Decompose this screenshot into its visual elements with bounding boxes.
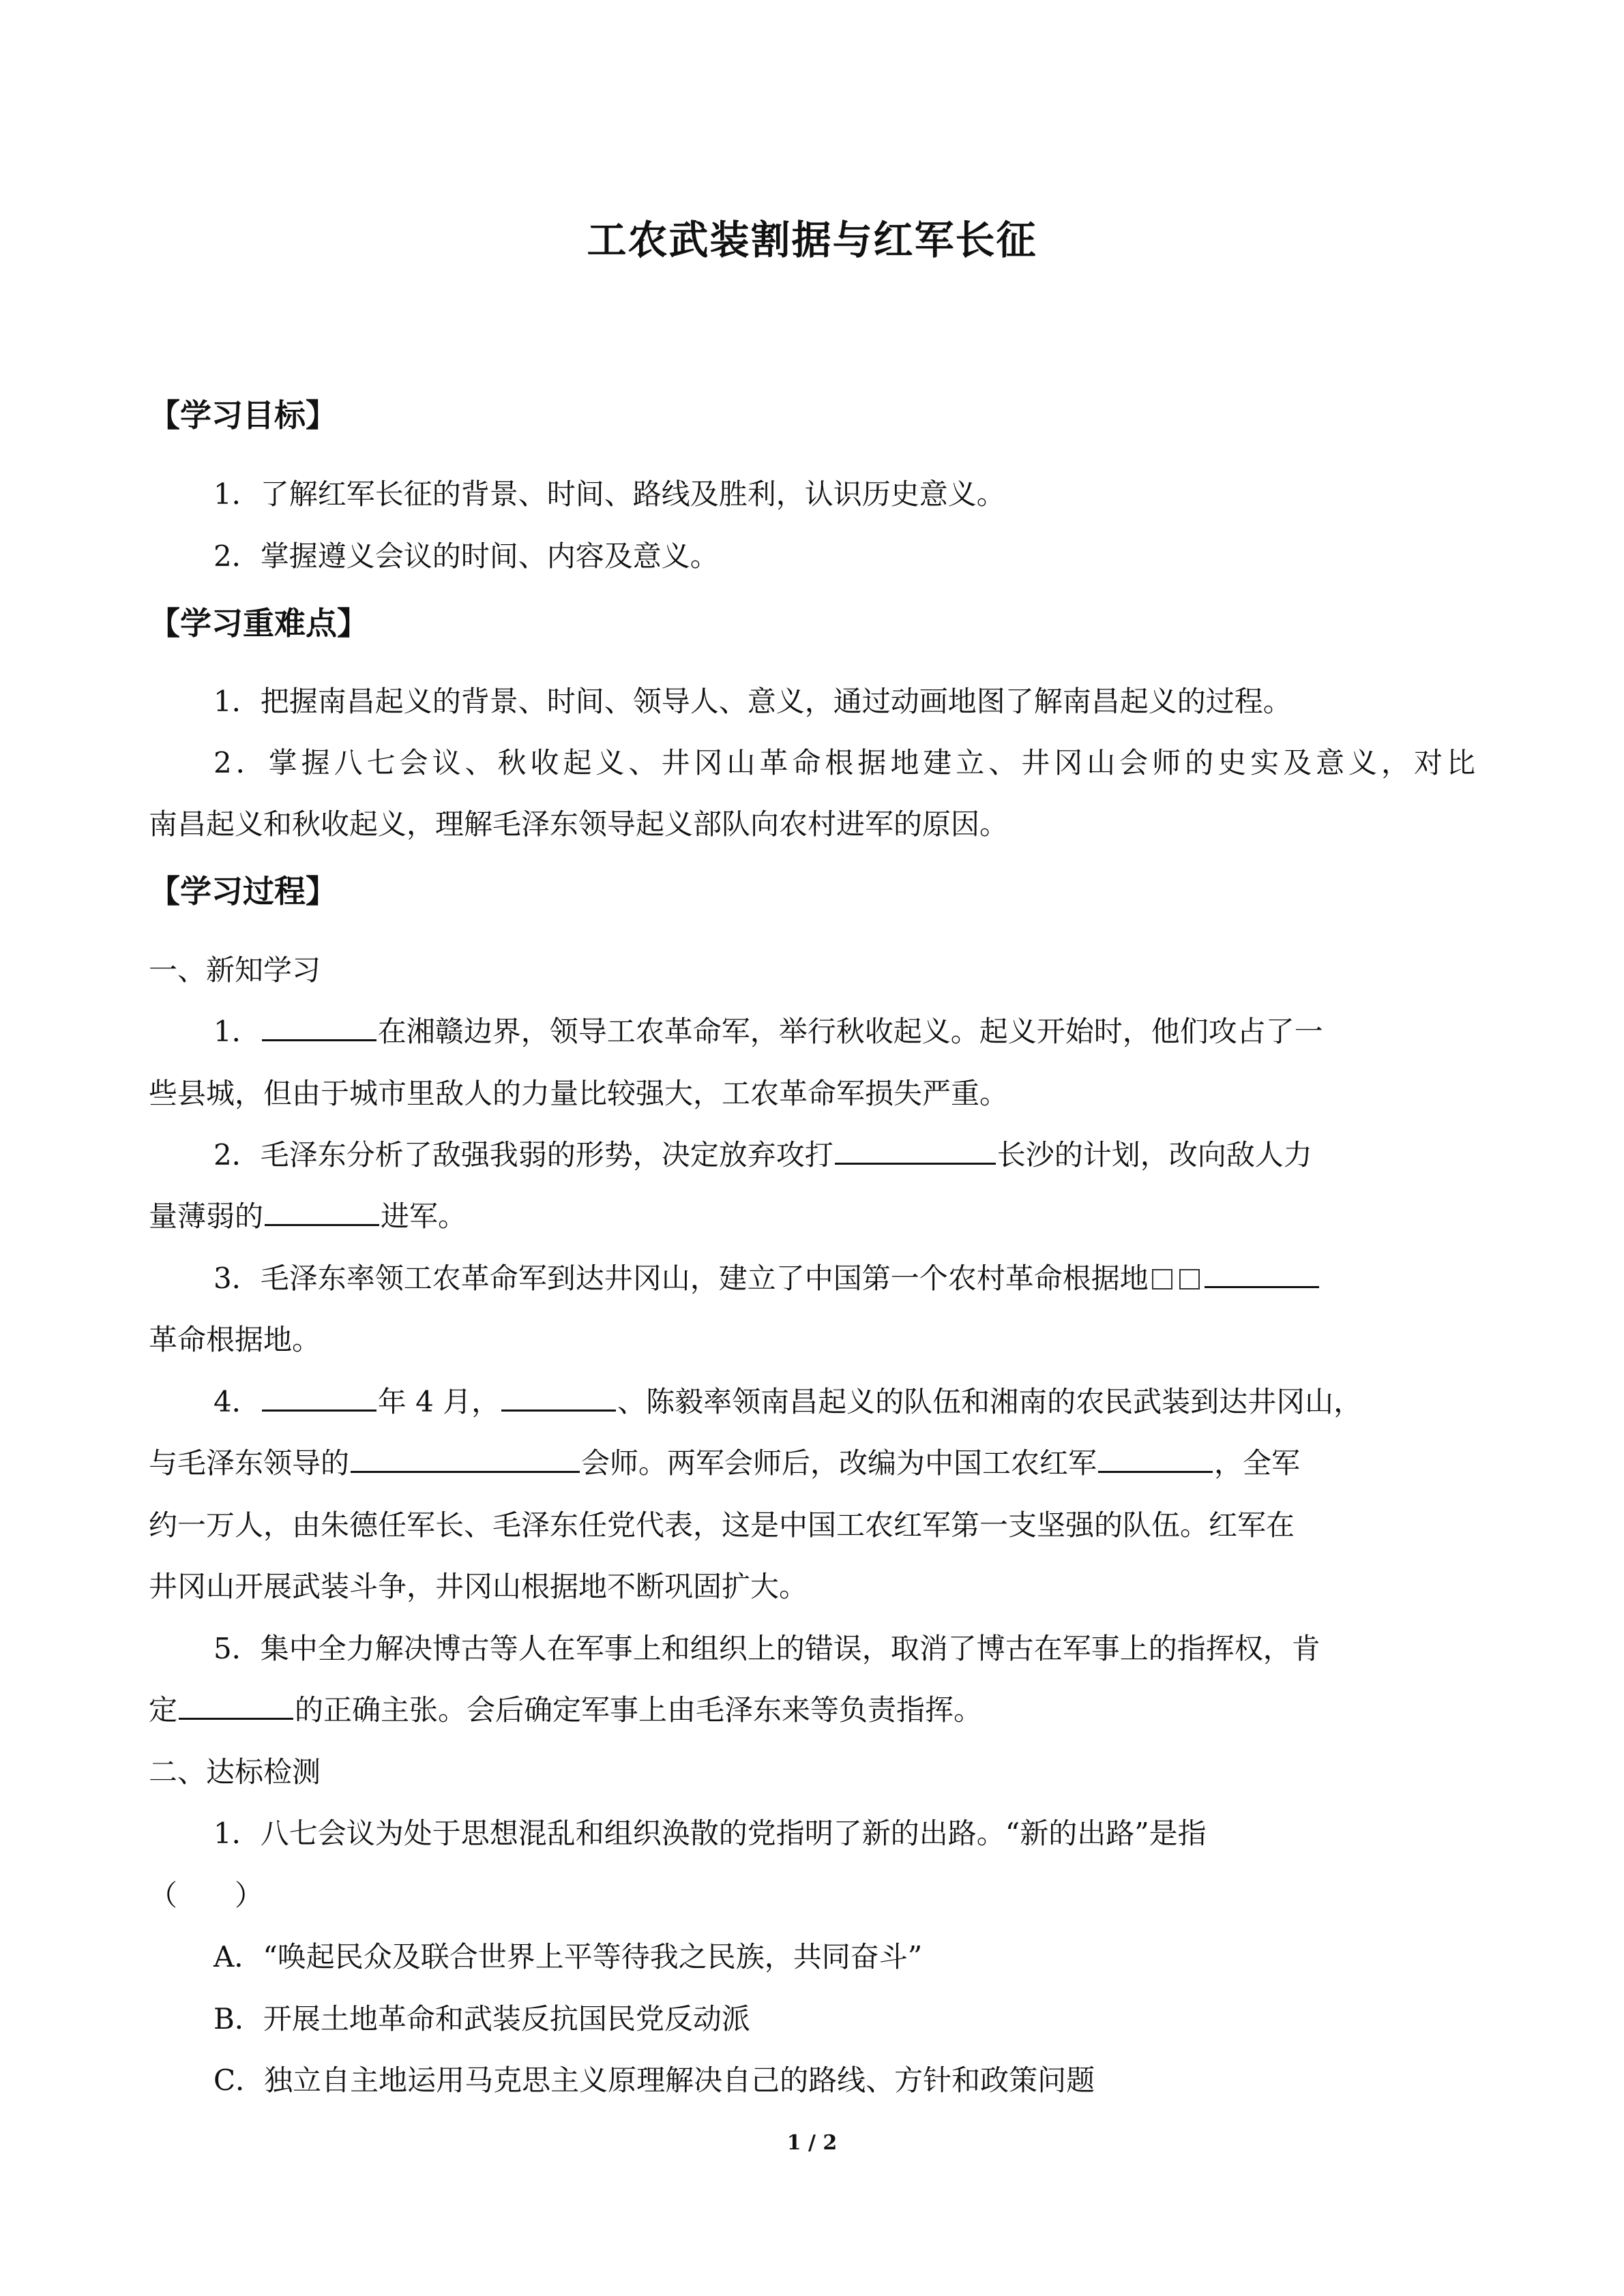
question-3-cont: 革命根据地。 (149, 1323, 321, 1356)
answer-blank[interactable] (835, 1135, 996, 1165)
objective-item: 1．了解红军长征的背景、时间、路线及胜利，认识历史意义。 (213, 477, 1005, 511)
part2-heading: 二、达标检测 (149, 1755, 321, 1789)
heading-objectives: 【学习目标】 (149, 397, 337, 434)
heading-process: 【学习过程】 (149, 873, 337, 910)
question-text: 、陈毅率领南昌起义的队伍和湘南的农民武装到达井冈山， (617, 1385, 1363, 1418)
question-text: ，全军 (1214, 1446, 1301, 1480)
page-number: 1 / 2 (786, 2131, 838, 2155)
question-4-cont: 井冈山开展武装斗争，井冈山根据地不断巩固扩大。 (149, 1570, 808, 1603)
placeholder-square (1152, 1269, 1172, 1289)
placeholder-square (1179, 1269, 1200, 1289)
key-point-item: 2．掌握八七会议、秋收起义、井冈山革命根据地建立、井冈山会师的史实及意义，对比 (213, 746, 1475, 779)
test-question-1: 1．八七会议为处于思想混乱和组织涣散的党指明了新的出路。“新的出路”是指 (213, 1817, 1207, 1850)
option-c[interactable]: C．独立自主地运用马克思主义原理解决自己的路线、方针和政策问题 (213, 2063, 1095, 2097)
answer-blank[interactable] (179, 1690, 293, 1720)
question-text: 定 (149, 1693, 178, 1727)
option-b[interactable]: B．开展土地革命和武装反抗国民党反动派 (213, 2002, 750, 2036)
question-text: 长沙的计划，改向敌人力 (996, 1138, 1312, 1172)
answer-blank[interactable] (262, 1012, 377, 1041)
question-5: 5．集中全力解决博古等人在军事上和组织上的错误，取消了博古在军事上的指挥权，肯 (213, 1632, 1320, 1665)
question-text: 年 4 月， (377, 1385, 501, 1418)
heading-key-points: 【学习重难点】 (149, 605, 368, 642)
question-1 (213, 1012, 1475, 1052)
question-text: 会师。两军会师后，改编为中国工农红军 (581, 1446, 1097, 1480)
question-number: 1． (213, 1015, 261, 1048)
key-point-item: 1．把握南昌起义的背景、时间、领导人、意义，通过动画地图了解南昌起义的过程。 (213, 685, 1292, 718)
question-4-cont: 约一万人，由朱德任军长、毛泽东任党代表，这是中国工农红军第一支坚强的队伍。红军在 (149, 1508, 1295, 1542)
question-text: 3．毛泽东率领工农革命军到达井冈山，建立了中国第一个农村革命根据地 (213, 1262, 1149, 1295)
key-point-item-cont: 南昌起义和秋收起义，理解毛泽东领导起义部队向农村进军的原因。 (149, 807, 1009, 841)
page-title: 工农武装割据与红军长征 (587, 217, 1037, 263)
question-3 (213, 1259, 1475, 1298)
question-2-cont (149, 1197, 1475, 1236)
answer-blank[interactable] (1098, 1444, 1213, 1473)
answer-blank[interactable] (1205, 1259, 1319, 1288)
question-text: 量薄弱的 (149, 1199, 264, 1233)
question-text: 的正确主张。会后确定军事上由毛泽东来等负责指挥。 (295, 1693, 983, 1727)
question-text: 在湘赣边界，领导工农革命军，举行秋收起义。起义开始时，他们攻占了一 (377, 1015, 1323, 1048)
question-text: 与毛泽东领导的 (149, 1446, 350, 1480)
question-1-cont: 些县城，但由于城市里敌人的力量比较强大，工农革命军损失严重。 (149, 1077, 1009, 1110)
question-text: 进军。 (381, 1199, 467, 1233)
question-text: 2．毛泽东分析了敌强我弱的形势，决定放弃攻打 (213, 1138, 833, 1172)
option-a[interactable]: A．“唤起民众及联合世界上平等待我之民族，共同奋斗” (213, 1940, 923, 1973)
answer-blank[interactable] (351, 1444, 580, 1473)
answer-blank[interactable] (265, 1197, 379, 1226)
answer-blank[interactable] (262, 1382, 377, 1412)
answer-parentheses: （ ） (149, 1879, 264, 1912)
question-2 (213, 1135, 1475, 1175)
answer-blank[interactable] (501, 1382, 616, 1412)
question-4-cont (149, 1444, 1475, 1483)
objective-item: 2．掌握遵义会议的时间、内容及意义。 (213, 539, 719, 573)
question-number: 4． (213, 1385, 261, 1418)
question-4 (213, 1382, 1475, 1422)
question-5-cont (149, 1690, 1475, 1730)
part1-heading: 一、新知学习 (149, 953, 321, 987)
